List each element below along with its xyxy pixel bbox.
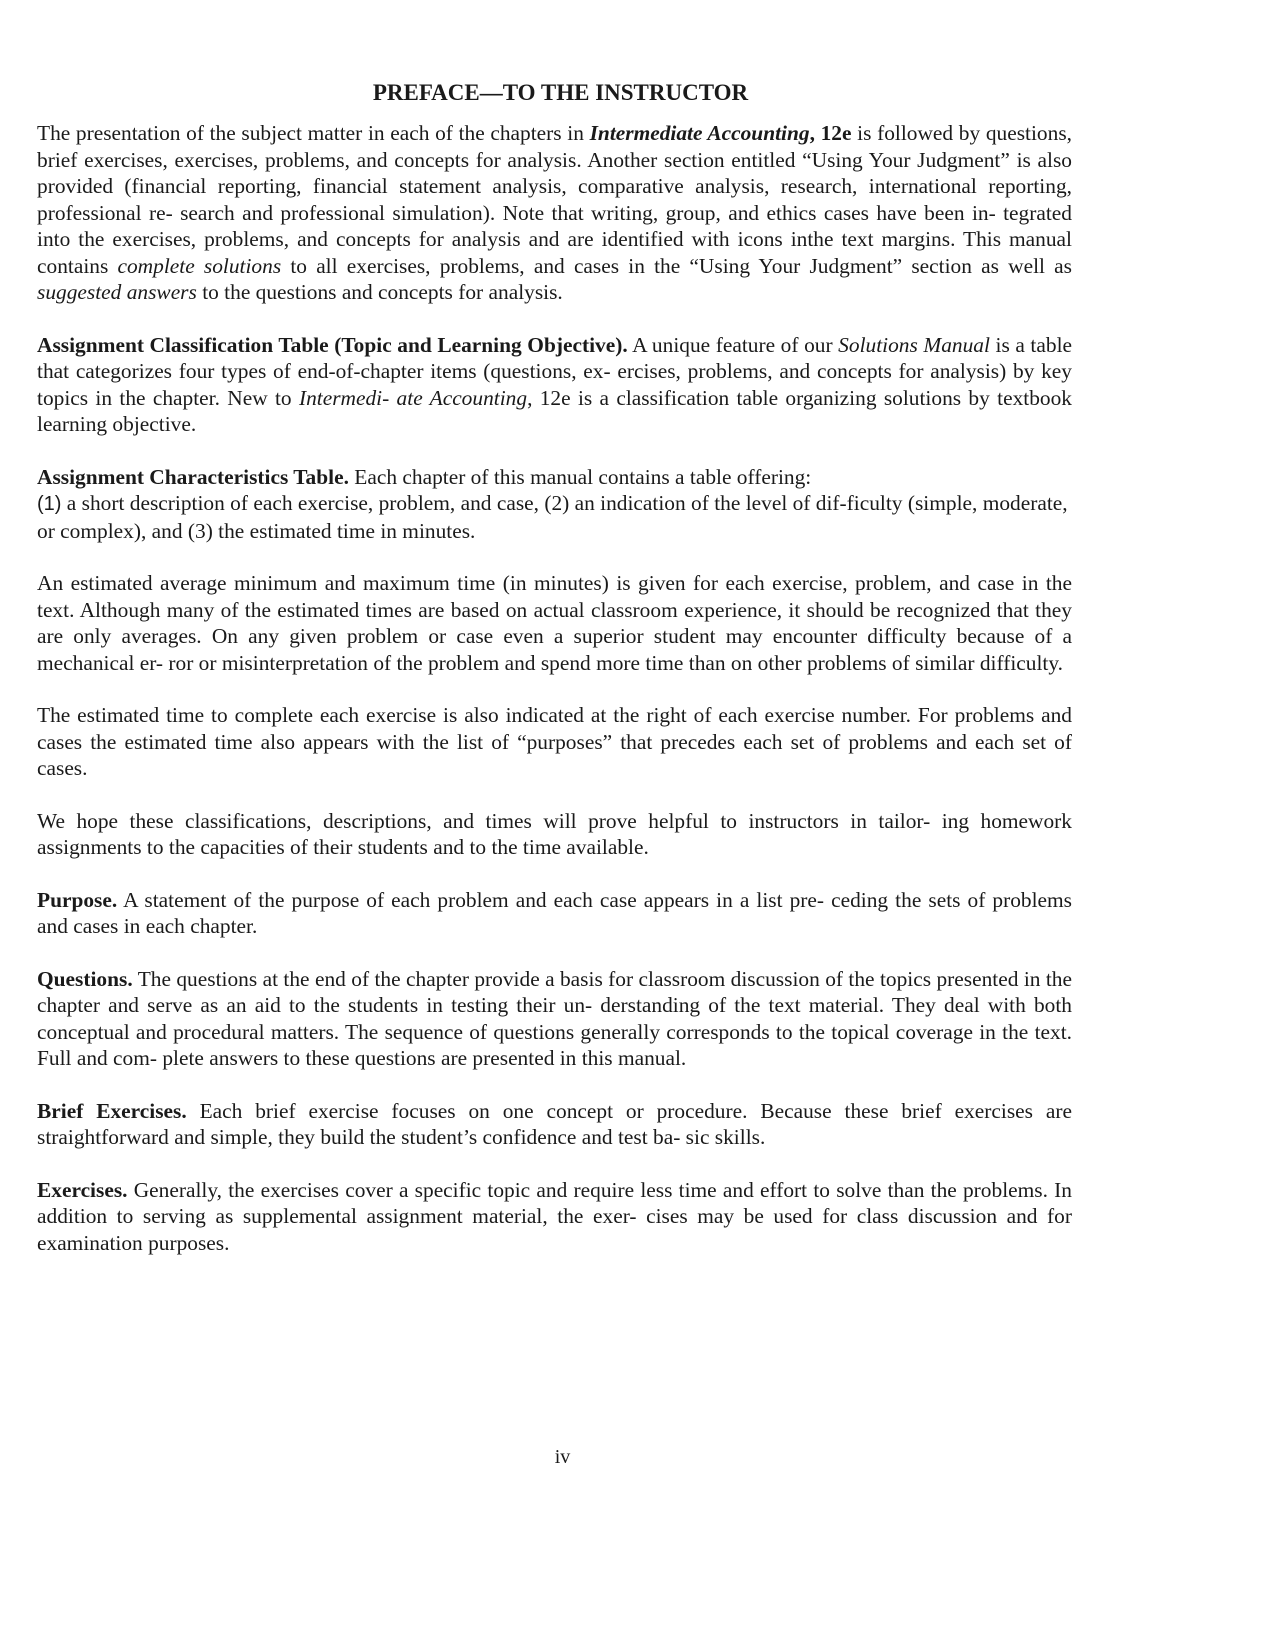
- text-run: to all exercises, problems, and cases in the “Using Your Judgment” section as well as: [281, 253, 1072, 278]
- text-run: is followed by questions, brief exercises, exercises, problems, and concepts for analysis. Another section entitled “Using Your Judgment” is also provided (financial reporting, financial statement analysis, comparative analysis, research, international reporting, professional re- search and professional simulation). Note that writing, group, and ethics cases have been in- tegrated into the exercises, problems, and concepts for analysis and are identified with icons inthe text margins. This manual contains: [37, 121, 1072, 278]
- paragraph-exercise-time: The estimated time to complete each exercise is also indicated at the right of each exercise number. For problems and cases the estimated time also appears with the list of “purposes” that precedes each set of problems and each set of cases.: [37, 703, 1072, 780]
- emphasis-solutions-manual: Solutions Manual: [838, 332, 990, 357]
- paragraph-intro: [37, 120, 1072, 306]
- emphasis-complete-solutions: complete solutions: [117, 253, 282, 278]
- paragraph-purpose: [37, 887, 1072, 940]
- paragraph-helpful: We hope these classifications, descriptions, and times will prove helpful to instructors in tailor- ing homework assignments to the capacities of their students and to the time available.: [37, 808, 1072, 859]
- section-heading: Brief Exercises.: [37, 1098, 187, 1123]
- book-title: Intermediate Accounting: [589, 121, 810, 145]
- paragraph-exercises: [37, 1177, 1072, 1257]
- text-run: a short description of each exercise, problem, and case, (2) an indication of the level of dif-ficulty (simple, moderate, or complex), and (3) the estimated time in minutes.: [37, 491, 1068, 543]
- page-title: PREFACE—TO THE INSTRUCTOR: [372, 80, 749, 105]
- text-run: , 12e is a classification table organizing solutions by textbook learning objective.: [37, 385, 1072, 436]
- list-number: (1): [37, 493, 62, 515]
- section-heading: Exercises.: [37, 1177, 128, 1202]
- text-run: Each chapter of this manual contains a table offering:: [348, 464, 812, 489]
- text-run: A unique feature of our: [627, 332, 839, 357]
- text-run: ,: [809, 121, 821, 145]
- book-title: Intermedi- ate Accounting: [298, 385, 528, 410]
- section-heading: Assignment Classification Table (Topic and Learning Objective).: [37, 332, 628, 357]
- section-heading: Purpose.: [37, 887, 118, 912]
- paragraph-estimated-time: An estimated average minimum and maximum time (in minutes) is given for each exercise, problem, and case in the text. Although many of the estimated times are based on actual classroom experience, it should be recognized that they are only averages. On any given problem or case even a superior student may encounter difficulty because of a mechanical er- ror or misinterpretation of the problem and spend more time than on other problems of similar difficulty.: [37, 571, 1072, 675]
- page-number: iv: [554, 1446, 571, 1468]
- section-heading: Assignment Characteristics Table.: [37, 464, 349, 489]
- text-run: Each brief exercise focuses on one concept or procedure. Because these brief exercises are straightforward and simple, they build the student’s confidence and test ba- sic skills.: [37, 1098, 1072, 1149]
- text-run: to the questions and concepts for analysis.: [196, 280, 563, 304]
- paragraph-questions: [37, 966, 1072, 1072]
- text-run: Generally, the exercises cover a specific topic and require less time and effort to solve than the problems. In addition to serving as supplemental assignment material, the exer- cises may be used for class discussion and for examination purposes.: [37, 1177, 1072, 1255]
- section-heading: Questions.: [37, 966, 133, 991]
- emphasis-suggested-answers: suggested answers: [37, 280, 197, 304]
- edition-label: 12e: [820, 121, 852, 145]
- document-page: [37, 78, 1072, 1282]
- paragraph-brief-exercises: [37, 1098, 1072, 1151]
- paragraph-classification-table: [37, 332, 1072, 438]
- text-run: A statement of the purpose of each problem and each case appears in a list pre- ceding the sets of problems and cases in each chapter.: [37, 887, 1072, 938]
- paragraph-characteristics-table: [37, 464, 1072, 545]
- text-run: The presentation of the subject matter in each of the chapters in: [37, 121, 590, 145]
- text-run: The questions at the end of the chapter provide a basis for classroom discussion of the topics presented in the chapter and serve as an aid to the students in testing their un- derstanding of the text material. They deal with both conceptual and procedural matters. The sequence of questions generally corresponds to the topical coverage in the text. Full and com- plete answers to these questions are presented in this manual.: [37, 966, 1072, 1070]
- text-run: is a table that categorizes four types of end-of-chapter items (questions, ex- ercises, problems, and concepts for analysis) by key topics in the chapter. New to: [37, 332, 1073, 410]
